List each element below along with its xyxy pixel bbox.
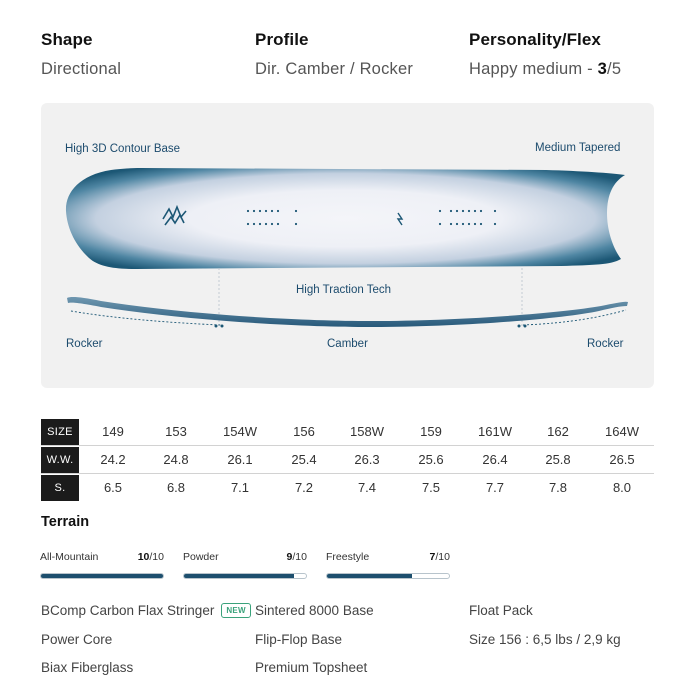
table-cell: 6.8 [166,480,186,495]
spec-value: Directional [41,60,122,78]
board-shape [66,168,625,269]
label-rocker-left: Rocker [66,338,103,350]
row-header: S. [41,475,79,501]
table-cell: 7.8 [548,480,568,495]
terrain-bar-powder [183,551,307,581]
terrain-track [326,573,450,579]
table-cell: 149 [102,424,124,439]
table-cell: 24.2 [100,452,126,467]
spec-flex [469,30,621,79]
feature-item: Float Pack [469,603,533,618]
row-header: SIZE [41,419,79,445]
terrain-name: Powder [183,551,219,563]
terrain-name: Freestyle [326,551,370,563]
label-tapered: Medium Tapered [535,142,621,154]
table-cell: 7.5 [421,480,441,495]
board-profile [67,297,628,327]
table-row-size [41,418,654,446]
spec-label: Shape [41,30,93,49]
feature-item: Biax Fiberglass [41,660,134,675]
label-camber: Camber [327,338,368,350]
terrain-fill [184,574,294,578]
table-cell: 154W [223,424,257,439]
label-traction: High Traction Tech [296,284,392,296]
terrain-name: All-Mountain [40,551,99,563]
spec-label: Personality/Flex [469,30,601,49]
feature-item: BComp Carbon Flax Stringer NEW [41,603,251,618]
table-cell: 25.8 [545,452,571,467]
table-cell: 161W [478,424,512,439]
table-row-stance [41,474,654,502]
terrain-bar-all-mountain [40,551,164,581]
table-cell: 7.2 [294,480,314,495]
table-cell: 26.3 [354,452,380,467]
table-cell: 162 [547,424,569,439]
flex-score: 3 [597,60,608,78]
feature-item: Power Core [41,632,113,647]
terrain-track [183,573,307,579]
table-cell: 156 [293,424,315,439]
spec-profile [255,30,413,79]
terrain-title: Terrain [41,514,90,530]
row-header: W.W. [41,447,79,473]
feature-item: Sintered 8000 Base [255,603,374,618]
table-cell: 7.4 [357,480,377,495]
terrain-bar-freestyle [326,551,450,581]
terrain-fill [41,574,163,578]
table-cell: 8.0 [612,480,632,495]
size-table [41,418,654,502]
spec-summary [41,30,661,80]
table-row-waist-width [41,446,654,474]
table-cell: 26.5 [609,452,635,467]
table-cell: 7.7 [485,480,505,495]
table-cell: 164W [605,424,639,439]
table-cell: 6.5 [103,480,123,495]
label-rocker-right: Rocker [587,338,624,350]
spec-value: Dir. Camber / Rocker [255,60,414,78]
feature-item: Premium Topsheet [255,660,368,675]
flex-suffix: /5 [607,60,622,78]
table-cell: 26.1 [227,452,253,467]
table-cell: 159 [420,424,442,439]
table-cell: 7.1 [230,480,250,495]
terrain-fill [327,574,412,578]
table-cell: 25.6 [418,452,444,467]
terrain-score: 7/10 [429,551,450,563]
flex-prefix: Happy medium - [469,60,598,78]
terrain-track [40,573,164,579]
terrain-score: 10/10 [137,551,164,563]
spec-shape [41,30,121,79]
table-cell: 25.4 [291,452,317,467]
spec-value [469,60,621,79]
feature-item: Size 156 : 6,5 lbs / 2,9 kg [469,632,621,647]
board-illustration-panel [41,103,654,388]
spec-label: Profile [255,30,309,49]
table-cell: 158W [350,424,384,439]
new-badge: NEW [221,603,251,618]
terrain-score: 9/10 [286,551,307,563]
table-cell: 153 [165,424,187,439]
label-contour-base: High 3D Contour Base [65,143,181,155]
feature-item: Flip-Flop Base [255,632,343,647]
table-cell: 26.4 [482,452,508,467]
table-cell: 24.8 [163,452,189,467]
